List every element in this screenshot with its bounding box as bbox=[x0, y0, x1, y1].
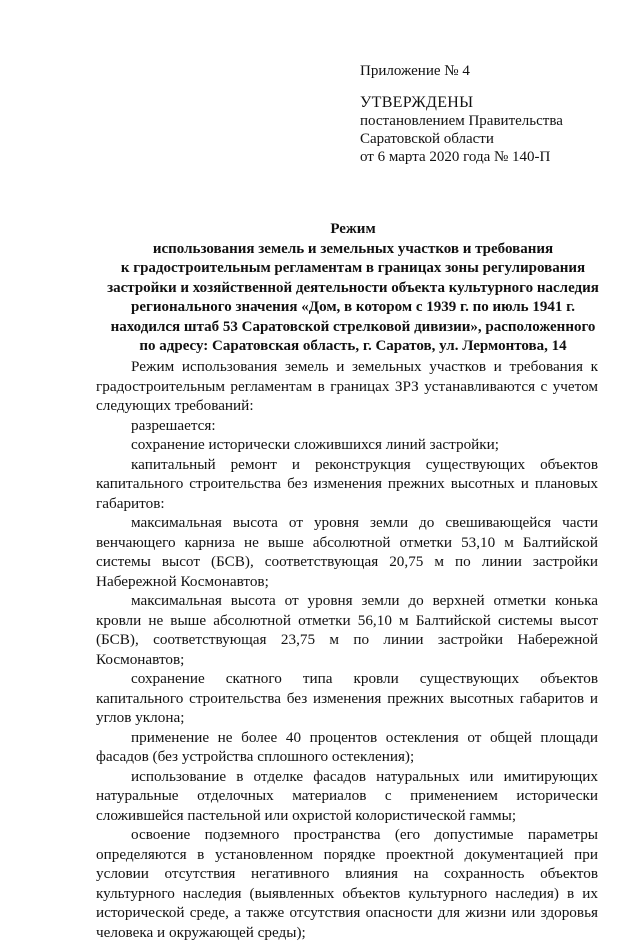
paragraph: сохранение скатного типа кровли существующих объектов капитального строительства без изменения прежних высотных габаритов и углов уклона; bbox=[96, 670, 598, 726]
title-line: Режим bbox=[330, 221, 376, 237]
approved-heading: УТВЕРЖДЕНЫ bbox=[360, 94, 474, 111]
title-line: регионального значения «Дом, в котором с 1939 г. по июль 1941 г. bbox=[131, 299, 575, 315]
approval-line: Саратовской области bbox=[360, 131, 494, 147]
paragraph: максимальная высота от уровня земли до верхней отметки конька кровли не выше абсолютной отметки 56,10 м Балтийской системы высот (БСВ), соответствующая 23,75 м по линии застройки Набережной Космонавтов; bbox=[96, 592, 598, 668]
paragraph: использование в отделке фасадов натуральных или имитирующих натуральные отделочных материалов с применением исторически сложившейся пастельной или охристой колористической гаммы; bbox=[96, 767, 598, 824]
title-line: находился штаб 53 Саратовской стрелковой дивизии», расположенного bbox=[110, 318, 596, 335]
approval-date-line: от 6 марта 2020 года № 140-П bbox=[360, 149, 551, 165]
title-line: к градостроительным регламентам в границах зоны регулирования bbox=[120, 260, 586, 276]
paragraph: максимальная высота от уровня земли до свешивающейся части венчающего карниза не выше абсолютной отметки 53,10 м Балтийской системы высот (БСВ), соответствующая 20,75 м по линии застройки Набережной Космонавтов; bbox=[96, 514, 598, 590]
approval-block bbox=[360, 62, 620, 166]
title-line: использования земель и земельных участков и требования bbox=[152, 240, 554, 257]
paragraph: Режим использования земель и земельных участков и требования к градостроительным регламентам в границах ЗРЗ устанавливаются с учетом следующих требований: bbox=[96, 358, 598, 414]
title-line: по адресу: Саратовская область, г. Саратов, ул. Лермонтова, 14 bbox=[139, 338, 567, 354]
paragraph: капитальный ремонт и реконструкция существующих объектов капитального строительства без изменения прежних высотных и плановых габаритов: bbox=[96, 455, 598, 512]
appendix-number: Приложение № 4 bbox=[360, 63, 470, 79]
paragraph: сохранение исторически сложившихся линий застройки; bbox=[131, 436, 500, 453]
approval-line: постановлением Правительства bbox=[360, 113, 563, 129]
document-title bbox=[88, 220, 618, 357]
paragraph: применение не более 40 процентов остекления от общей площади фасадов (без устройства сплошного остекления); bbox=[96, 728, 598, 765]
paragraph: освоение подземного пространства (его допустимые параметры определяются в установленном порядке проектной документацией при условии отсутствия негативного влияния на сохранность объектов культурного наследия (выявленных объектов культурного наследия) в их исторической среде, а также отсутствия опасности для жизни или здоровья человека и окружающей среды); bbox=[96, 826, 598, 941]
paragraph: разрешается: bbox=[131, 416, 216, 434]
title-line: застройки и хозяйственной деятельности объекта культурного наследия bbox=[107, 279, 599, 296]
document-body bbox=[96, 357, 598, 942]
